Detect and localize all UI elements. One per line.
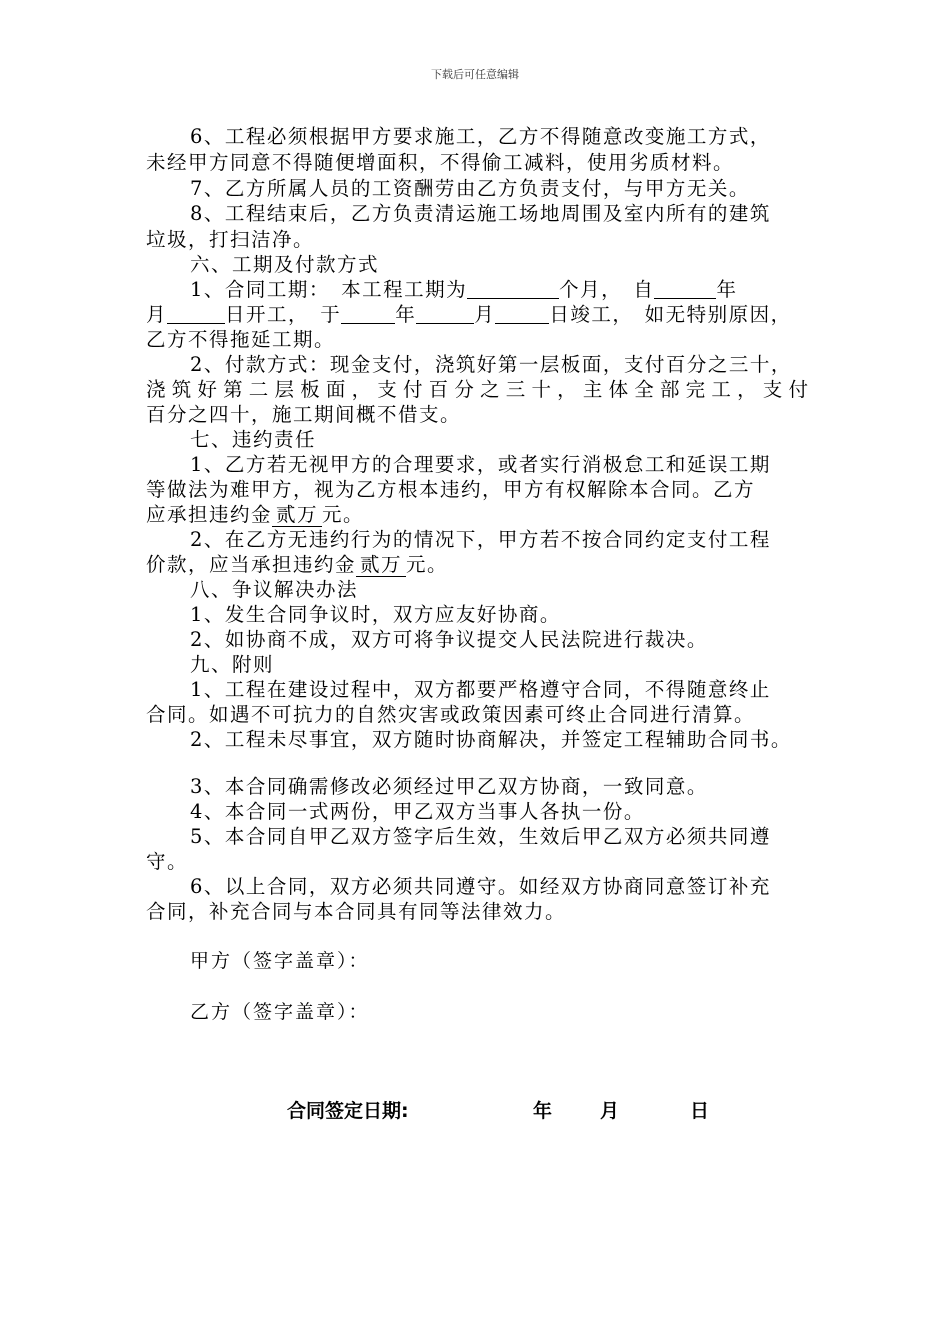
clause-7: 7、乙方所属人员的工资酬劳由乙方负责支付，与甲方无关。: [190, 177, 750, 200]
payment-method-cont: 浇 筑 好 第 二 层 板 面 ， 支 付 百 分 之 三 十 ， 主 体 全 部 完 工 ， 支 付: [146, 378, 808, 401]
supplementary-1-cont: 合同。如遇不可抗力的自然灾害或政策因素可终止合同进行清算。: [146, 703, 756, 726]
month-label: 月: [146, 303, 168, 326]
clause-6-cont: 未经甲方同意不得随便增面积，不得偷工减料，使用劣质材料。: [146, 151, 735, 174]
breach-1-penalty: [146, 503, 814, 527]
sign-date-day: 日: [690, 1100, 710, 1122]
supplementary-6-cont: 合同，补充合同与本合同具有同等法律效力。: [146, 900, 567, 923]
section-9-heading: 九、附则: [190, 653, 275, 676]
end-month-label: 月: [474, 303, 496, 326]
penalty-unit-2: 元。: [406, 553, 449, 576]
breach-2: 2、在乙方无违约行为的情况下，甲方若不按合同约定支付工程: [190, 528, 771, 551]
dispute-2: 2、如协商不成，双方可将争议提交人民法院进行裁决。: [190, 628, 708, 651]
penalty-label-2: 价款，应当承担违约金: [146, 553, 357, 576]
start-year-blank[interactable]: [654, 278, 716, 299]
supplementary-6: 6、以上合同，双方必须共同遵守。如经双方协商同意签订补充: [190, 875, 771, 898]
supplementary-5: 5、本合同自甲乙双方签字后生效，生效后甲乙双方必须共同遵: [190, 825, 771, 848]
year-label: 年: [716, 278, 738, 301]
payment-method-end: 百分之四十，施工期间概不借支。: [146, 403, 462, 426]
breach-1: 1、乙方若无视甲方的合理要求，或者实行消极怠工和延误工期: [190, 453, 771, 476]
end-year-blank[interactable]: [341, 303, 395, 324]
supplementary-4: 4、本合同一式两份，甲乙双方当事人各执一份。: [190, 800, 645, 823]
no-delay-line: 乙方不得拖延工期。: [146, 328, 336, 351]
breach-1-cont: 等做法为难甲方，视为乙方根本违约，甲方有权解除本合同。乙方: [146, 478, 756, 501]
supplementary-3: 3、本合同确需修改必须经过甲乙双方协商，一致同意。: [190, 775, 708, 798]
section-6-heading: 六、工期及付款方式: [190, 253, 380, 276]
party-b-signature: 乙方（签字盖章）：: [190, 1001, 370, 1023]
sign-date-label: 合同签定日期:: [287, 1100, 409, 1122]
page-header: 下载后可任意编辑: [431, 68, 519, 81]
end-year-label: 年: [395, 303, 417, 326]
contract-period-label: 1、合同工期： 本工程工期为: [190, 278, 468, 301]
section-8-heading: 八、争议解决办法: [190, 578, 359, 601]
supplementary-1: 1、工程在建设过程中，双方都要严格遵守合同，不得随意终止: [190, 678, 771, 701]
penalty-label: 应承担违约金: [146, 503, 273, 526]
start-month-blank[interactable]: [167, 303, 225, 324]
payment-method: 2、付款方式：现金支付，浇筑好第一层板面，支付百分之三十，: [190, 353, 792, 376]
clause-6: 6、工程必须根据甲方要求施工，乙方不得随意改变施工方式，: [190, 125, 771, 148]
end-day-blank[interactable]: [495, 303, 549, 324]
end-label: 日竣工， 如无特别原因，: [549, 303, 792, 326]
supplementary-2: 2、工程未尽事宜，双方随时协商解决，并签定工程辅助合同书。: [190, 728, 792, 751]
supplementary-5-cont: 守。: [146, 850, 189, 873]
dispute-1: 1、发生合同争议时，双方应友好协商。: [190, 603, 561, 626]
months-blank[interactable]: [467, 278, 559, 299]
clause-8-cont: 垃圾，打扫洁净。: [146, 228, 315, 251]
contract-dates-line: [146, 303, 814, 327]
clause-8: 8、工程结束后，乙方负责清运施工场地周围及室内所有的建筑: [190, 202, 771, 225]
penalty-amount: 贰万: [272, 503, 322, 527]
months-label: 个月， 自: [559, 278, 655, 301]
sign-date-year: 年: [533, 1100, 553, 1122]
penalty-unit: 元。: [322, 503, 365, 526]
contract-period-line: [190, 278, 814, 302]
breach-2-penalty: [146, 553, 814, 577]
section-7-heading: 七、违约责任: [190, 428, 317, 451]
party-a-signature: 甲方（签字盖章）：: [190, 950, 370, 972]
penalty-amount-2: 贰万: [356, 553, 406, 577]
end-month-blank[interactable]: [416, 303, 474, 324]
start-label: 日开工， 于: [225, 303, 342, 326]
sign-date-month: 月: [600, 1100, 620, 1122]
